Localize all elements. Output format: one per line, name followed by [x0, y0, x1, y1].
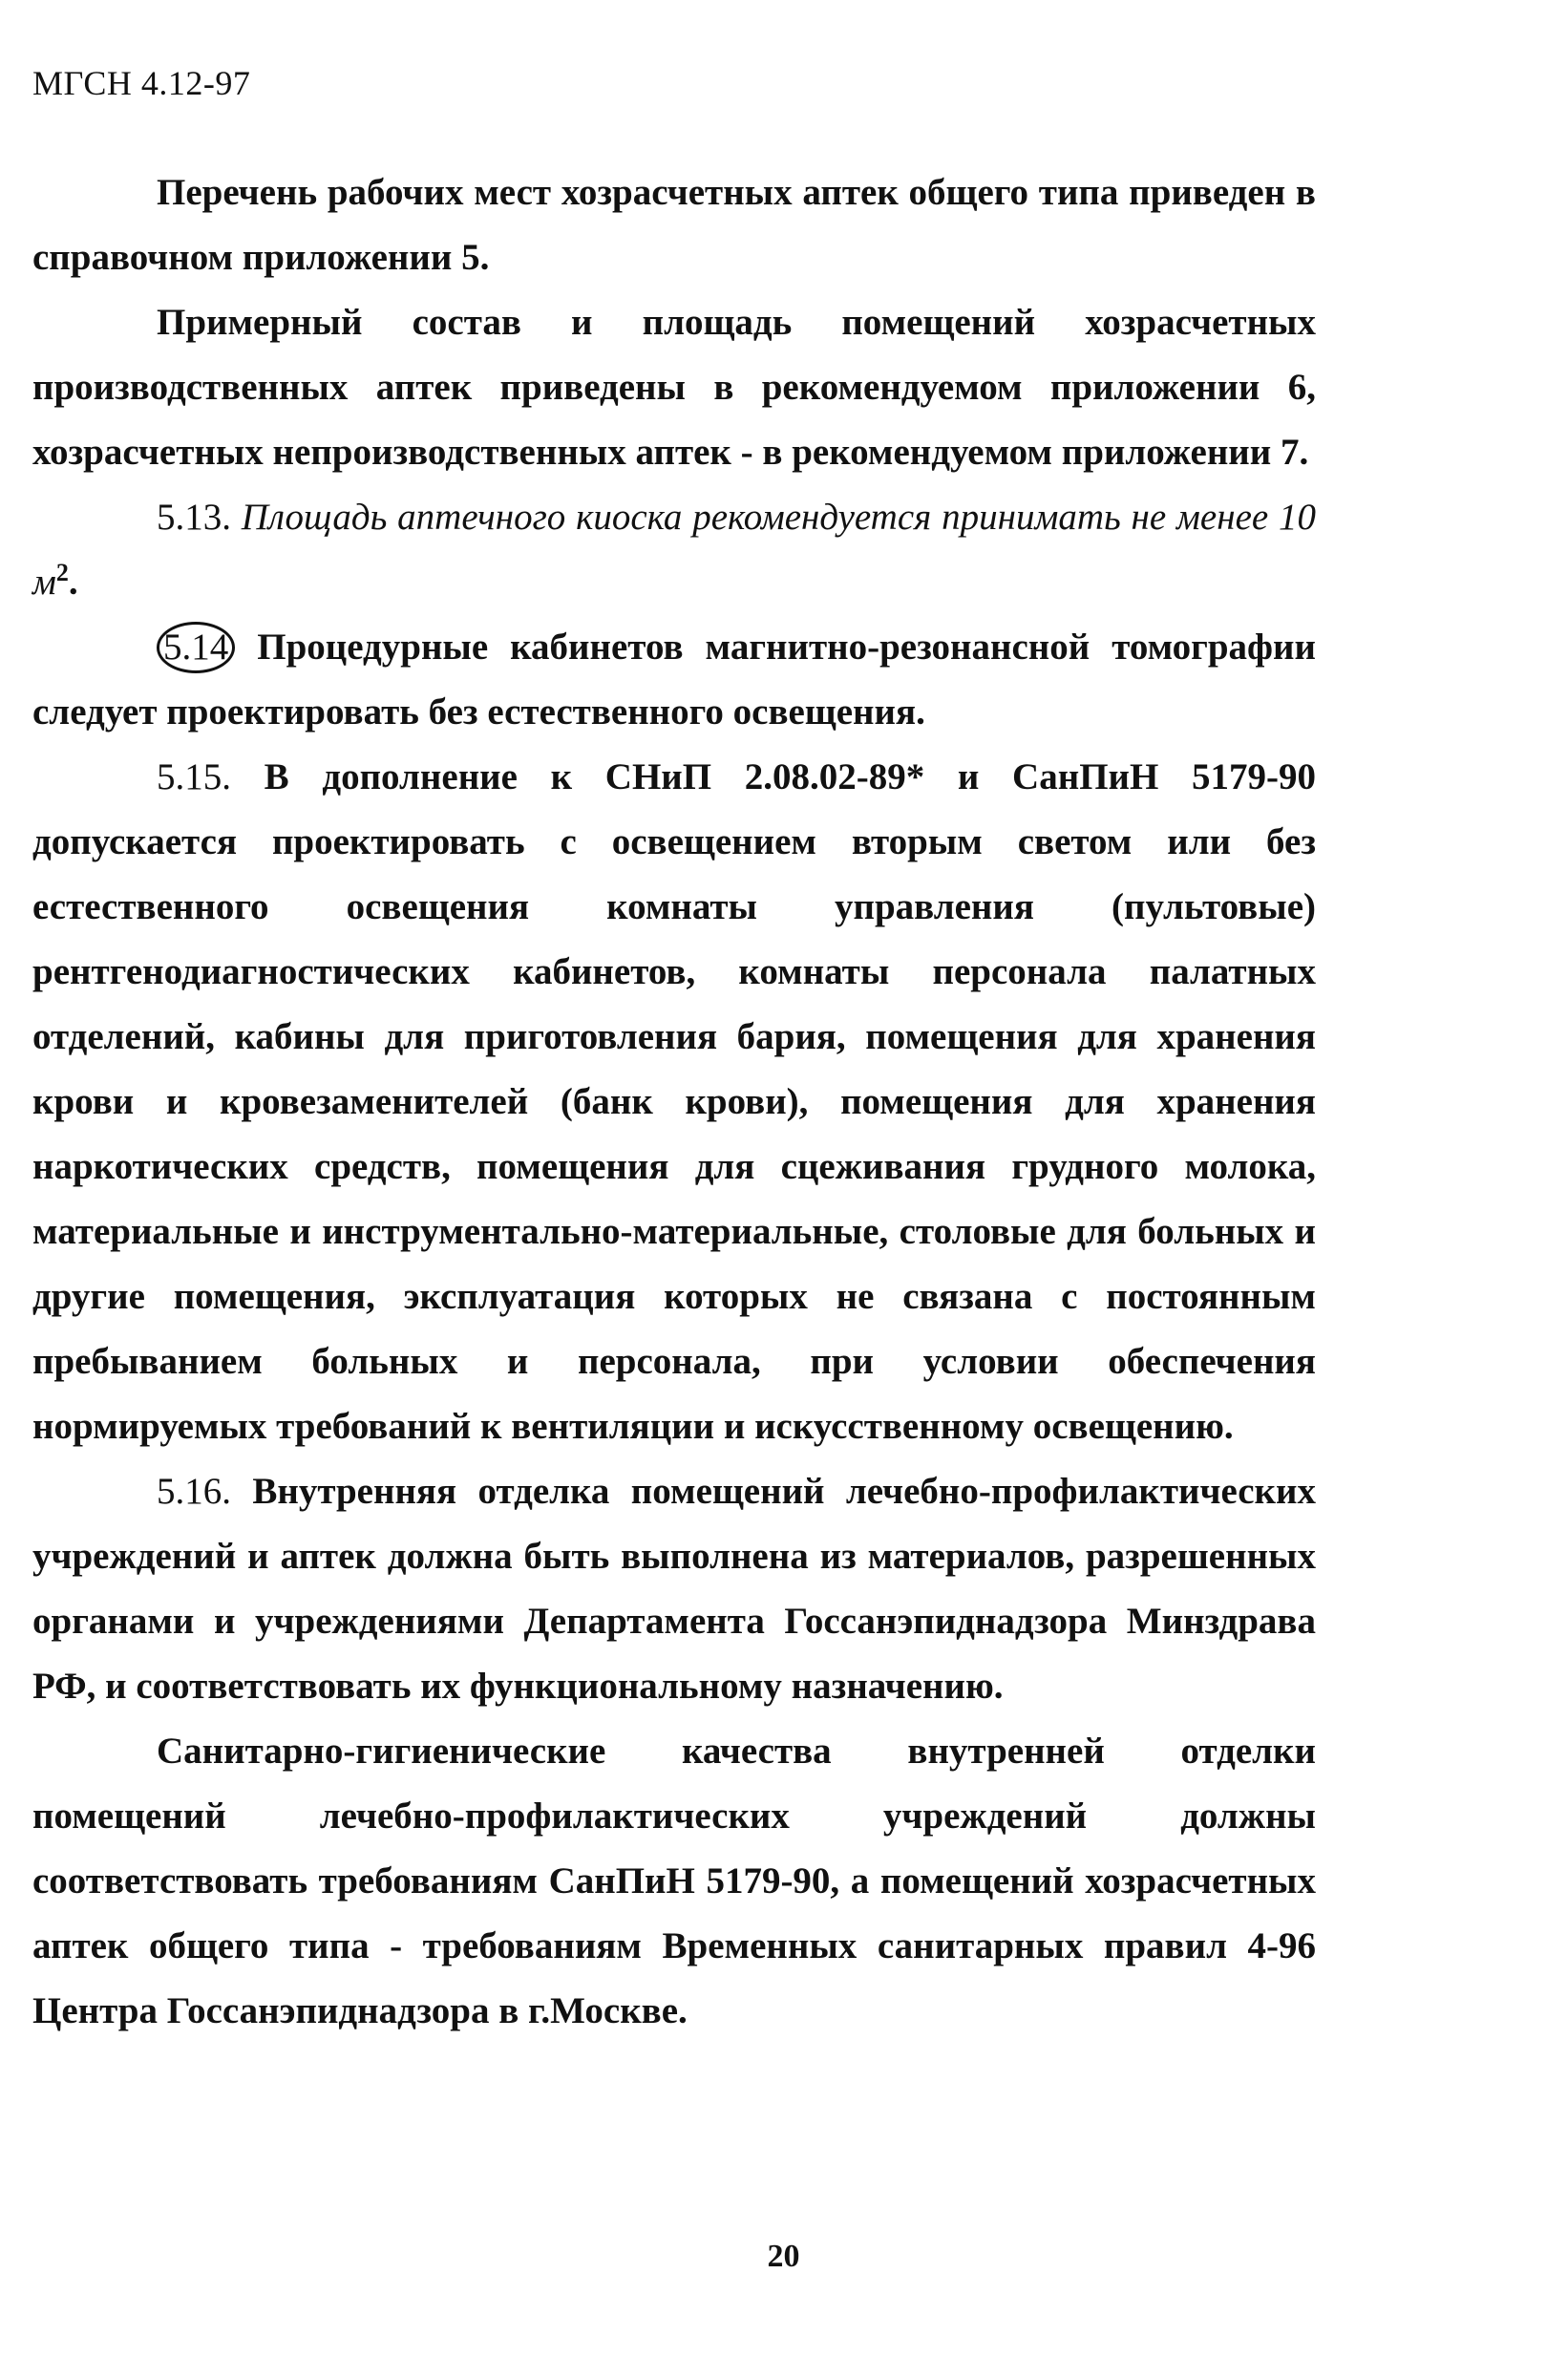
- circled-clause-number: 5.14: [157, 622, 235, 673]
- paragraph-composition: [32, 290, 1316, 485]
- clause-text: Внутренняя отделка помещений лечебно-профилактических учреждений и аптек должна быть выполнена из материалов, разрешенных органами и учреждениями Департамента Госсанэпиднадзора Минздрава РФ, и соответствовать их функциональному назначению.: [32, 1471, 1316, 1707]
- clause-5-13: [32, 485, 1316, 615]
- clause-text: Процедурные кабинетов магнитно-резонансной томографии следует проектировать без естественного освещения.: [32, 627, 1316, 733]
- paragraph-sanitary-quality: [32, 1719, 1316, 2044]
- clause-5-15: [32, 745, 1316, 1459]
- paragraph-text: Перечень рабочих мест хозрасчетных аптек общего типа приведен в справочном приложении 5.: [32, 172, 1316, 278]
- page-number: 20: [767, 2239, 800, 2274]
- document-body: [32, 160, 1316, 2044]
- paragraph-workplaces: [32, 160, 1316, 290]
- clause-5-16: [32, 1459, 1316, 1719]
- clause-number: 5.15.: [157, 756, 231, 797]
- paragraph-text: Примерный состав и площадь помещений хозрасчетных производственных аптек приведены в рекомендуемом приложении 6, хозрасчетных непроизводственных аптек - в рекомендуемом приложении 7.: [32, 302, 1316, 473]
- paragraph-text: Санитарно-гигиенические качества внутренней отделки помещений лечебно-профилактических учреждений должны соответствовать требованиям СанПиН 5179-90, а помещений хозрасчетных аптек общего типа - требованиям Временных санитарных правил 4-96 Центра Госсанэпиднадзора в г.Москве.: [32, 1731, 1316, 2031]
- clause-text: Площадь аптечного киоска рекомендуется принимать не менее 10 м: [32, 497, 1316, 603]
- clause-number: 5.16.: [157, 1471, 231, 1512]
- clause-number: 5.13.: [157, 497, 231, 538]
- clause-5-14: [32, 615, 1316, 745]
- clause-text: В дополнение к СНиП 2.08.02-89* и СанПиН 5179-90 допускается проектировать с освещением вторым светом или без естественного освещения комнаты управления (пультовые) рентгенодиагностических кабинетов, комнаты персонала палатных отделений, кабины для приготовления бария, помещения для хранения крови и кровезаменителей (банк крови), помещения для хранения наркотических средств, помещения для сцеживания грудного молока, материальные и инструментально-материальные, столовые для больных и другие помещения, эксплуатация которых не связана с постоянным пребыванием больных и персонала, при условии обеспечения нормируемых требований к вентиляции и искусственному освещению.: [32, 756, 1316, 1447]
- document-code-header: МГСН 4.12-97: [32, 64, 251, 102]
- clause-text-end: .: [68, 562, 78, 603]
- superscript-exponent: 2: [55, 559, 69, 586]
